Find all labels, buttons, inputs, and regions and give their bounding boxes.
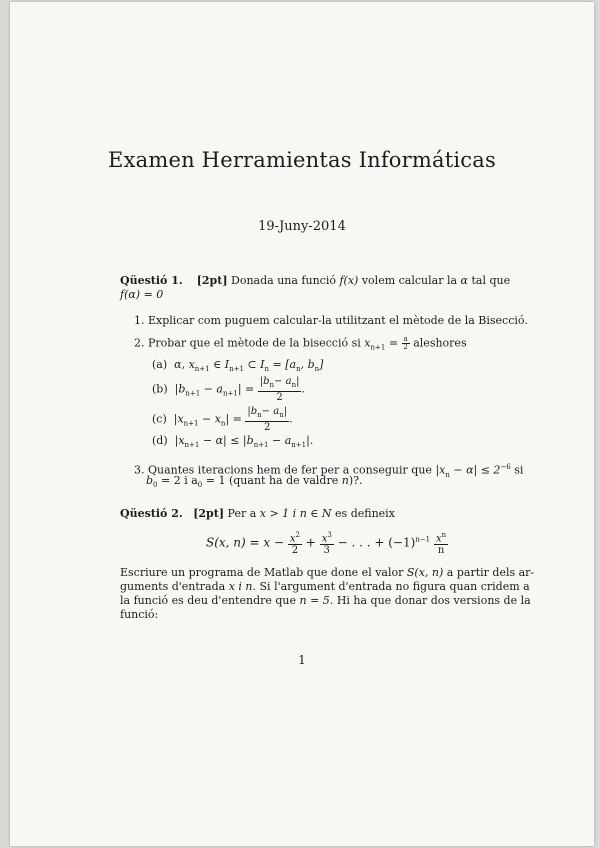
q2-p2a: guments d'entrada [120,580,226,593]
q1-item3-sup: −6 [500,463,511,471]
q1-item3-c3: )?. [348,474,363,487]
q1-d-sub: n+1 [184,441,200,450]
q1-fx: f(x) [339,274,359,287]
q2-f2-sup: 3 [327,531,332,539]
q1-item2-num: a [403,335,408,343]
q1-a-sub: n+1 [194,365,210,374]
q1-line2 [120,288,163,302]
q1-item3-c2: = 1 (quant ha de valdre [205,474,339,487]
q1-b-expr2: − a [203,382,223,396]
q2-f2-num [320,530,334,545]
q1-a-expr3: ⊂ I [247,358,265,371]
q1-b-expr3: | = [237,382,255,396]
q2-points: [2pt] [193,507,225,520]
q1-item3-c-pre: b [146,474,154,487]
q2-f2-fraction [320,530,334,556]
q1-d-expr3: − a [272,434,292,447]
q1-points: [2pt] [196,274,228,287]
q1-c-num [245,406,289,422]
q1-c-expr2: − x [202,412,221,426]
q2-f1-sup: 2 [295,531,300,539]
exam-page [10,2,594,846]
q1-label: Qüestió 1. [120,274,183,287]
q1-item3-c-sub2: 0 [197,481,203,490]
q1-item3-expr2: − α| ≤ 2 [453,463,501,477]
q1-c-den: 2 [264,422,271,433]
q1-c-num3: | [283,406,288,417]
q1-item2d [152,434,313,452]
q2-f-plus: + [305,535,316,550]
q2-p3b: Hi ha que donar dos versions de la [336,594,531,607]
q1-item2-sub: n+1 [370,343,386,352]
q1-b-num3: | [296,376,300,387]
q1-c-fraction [245,406,289,433]
page-number: 1 [298,653,306,667]
q1-a-expr4: = [a [272,358,297,371]
q1-intro-a: Donada una funció [231,274,336,287]
q2-line1 [120,507,395,521]
q1-b-sub: n+1 [185,389,201,398]
q1-line1 [120,274,510,288]
q1-item2 [134,336,467,355]
q1-a-sub2: n+1 [229,365,244,374]
q2-p3a: la funció es deu d'entendre que [120,594,297,607]
q1-c-num-sub: n [257,411,262,419]
q1-item3-c: = 2 i a [161,474,198,487]
q1-item3-line2 [146,474,363,492]
q1-item2-text: 2. Probar que el mètode de la bisecció si [134,336,361,350]
q1-d-label: (d) [152,434,168,447]
q1-item2-eq: = [388,336,399,350]
q2-f3-fraction [434,530,448,556]
q1-item3-n: n [341,474,349,487]
q1-item3-expr: |x [435,463,446,477]
q1-a-sub3: n [264,365,269,374]
q1-a-expr5: , b [300,358,315,371]
q1-c-end: . [289,412,293,426]
q1-item3-b: si [514,463,524,477]
q2-label: Qüestió 2. [120,507,183,520]
q1-condition: f(α) = 0 [120,288,164,301]
q1-c-num2: − a [261,406,280,417]
q1-item2a [152,358,323,376]
q1-item2-x: x [364,336,371,350]
q2-formula [206,530,448,556]
q2-para-line3 [120,594,531,608]
q2-formula-lhs: S(x, n) = x − [206,535,285,550]
q1-d-expr: |x [174,434,185,447]
q1-item2-b: aleshores [413,336,467,350]
q1-b-sub2: n+1 [222,389,238,398]
q2-f3-num-x: x [435,533,442,545]
q1-b-num [258,376,302,392]
q2-f1-num [288,530,302,545]
q1-alpha: α [460,274,468,287]
q2-f1-den: 2 [291,545,299,557]
q2-p2b: Si l'argument d'entrada no figura quan cridem a [259,580,530,593]
q2-f3-sup: n [441,531,447,539]
q1-item3-text: 3. Quantes iteracions hem de fer per a conseguir que [134,463,432,477]
q1-c-num1: |b [247,406,258,417]
q1-c-sub: n+1 [183,419,199,428]
q1-a-sub4: n [296,365,301,374]
q2-intro-a: Per a [227,507,257,520]
q1-a-label: (a) [152,358,168,371]
q1-c-label: (c) [152,412,167,426]
q2-p2x: x i n. [228,580,257,593]
q1-a-expr: α, x [174,358,195,371]
q2-f1-num-x: x [289,533,296,545]
q2-f1-fraction [288,530,302,556]
q1-item3-sub: n [445,470,450,479]
q2-f2-num-x: x [321,533,328,545]
q1-b-end: . [301,382,305,396]
q1-a-expr6: ] [319,358,324,371]
q1-b-expr: |b [174,382,186,396]
q2-f-dots: − . . . + (−1) [337,535,416,550]
q2-intro-b: es defineix [335,507,395,520]
q1-item2-den: 2 [403,343,408,351]
q1-b-label: (b) [152,382,168,396]
q1-c-num-sub2: n [279,411,284,419]
q1-b-num-sub2: n [291,381,297,389]
q2-f-sup: n−1 [415,535,431,544]
q1-d-sub3: n+1 [291,441,307,450]
q2-f3-den: n [437,545,445,557]
q1-b-num1: |b [259,376,270,387]
q1-d-expr4: |. [306,434,314,447]
q1-intro-c: tal que [471,274,511,287]
q1-b-den: 2 [276,392,283,403]
q2-para-line1 [120,566,534,580]
q1-b-num2: − a [274,376,292,387]
q1-d-sub2: n+1 [253,441,269,450]
q2-intro-cond: x > 1 i n ∈ N [259,507,332,520]
q1-item2c [152,406,293,433]
q1-item1: 1. Explicar com puguem calcular-la utilitzant el mètode de la Bisecció. [134,314,528,327]
q1-b-fraction [258,376,302,403]
q1-c-expr: |x [173,412,184,426]
q2-p1b: a partir dels ar- [446,566,535,579]
document-date: 19-Juny-2014 [258,219,346,234]
q1-item2b [152,376,305,403]
q2-f3-num [434,530,448,545]
q2-para-line4: funció: [120,608,159,621]
q2-p1a: Escriure un programa de Matlab que done el valor [120,566,404,579]
q1-a-sub5: n [314,365,320,374]
q1-c-expr3: | = [225,412,242,426]
q1-c-sub2: n [220,419,226,428]
q1-item2-fraction [402,336,410,351]
q1-a-expr2: ∈ I [213,358,230,371]
q1-intro-b: volem calcular la [361,274,458,287]
document-title: Examen Herramientas Informáticas [108,148,496,172]
q2-f2-den: 3 [323,545,330,557]
q1-item3-c-sub: 0 [153,481,158,490]
q2-para-line2 [120,580,530,594]
q1-b-num-sub: n [269,381,275,389]
q2-p1s: S(x, n) [406,566,444,579]
q2-p3n: n = 5. [299,594,334,607]
q1-d-expr2: − α| ≤ |b [202,434,254,447]
